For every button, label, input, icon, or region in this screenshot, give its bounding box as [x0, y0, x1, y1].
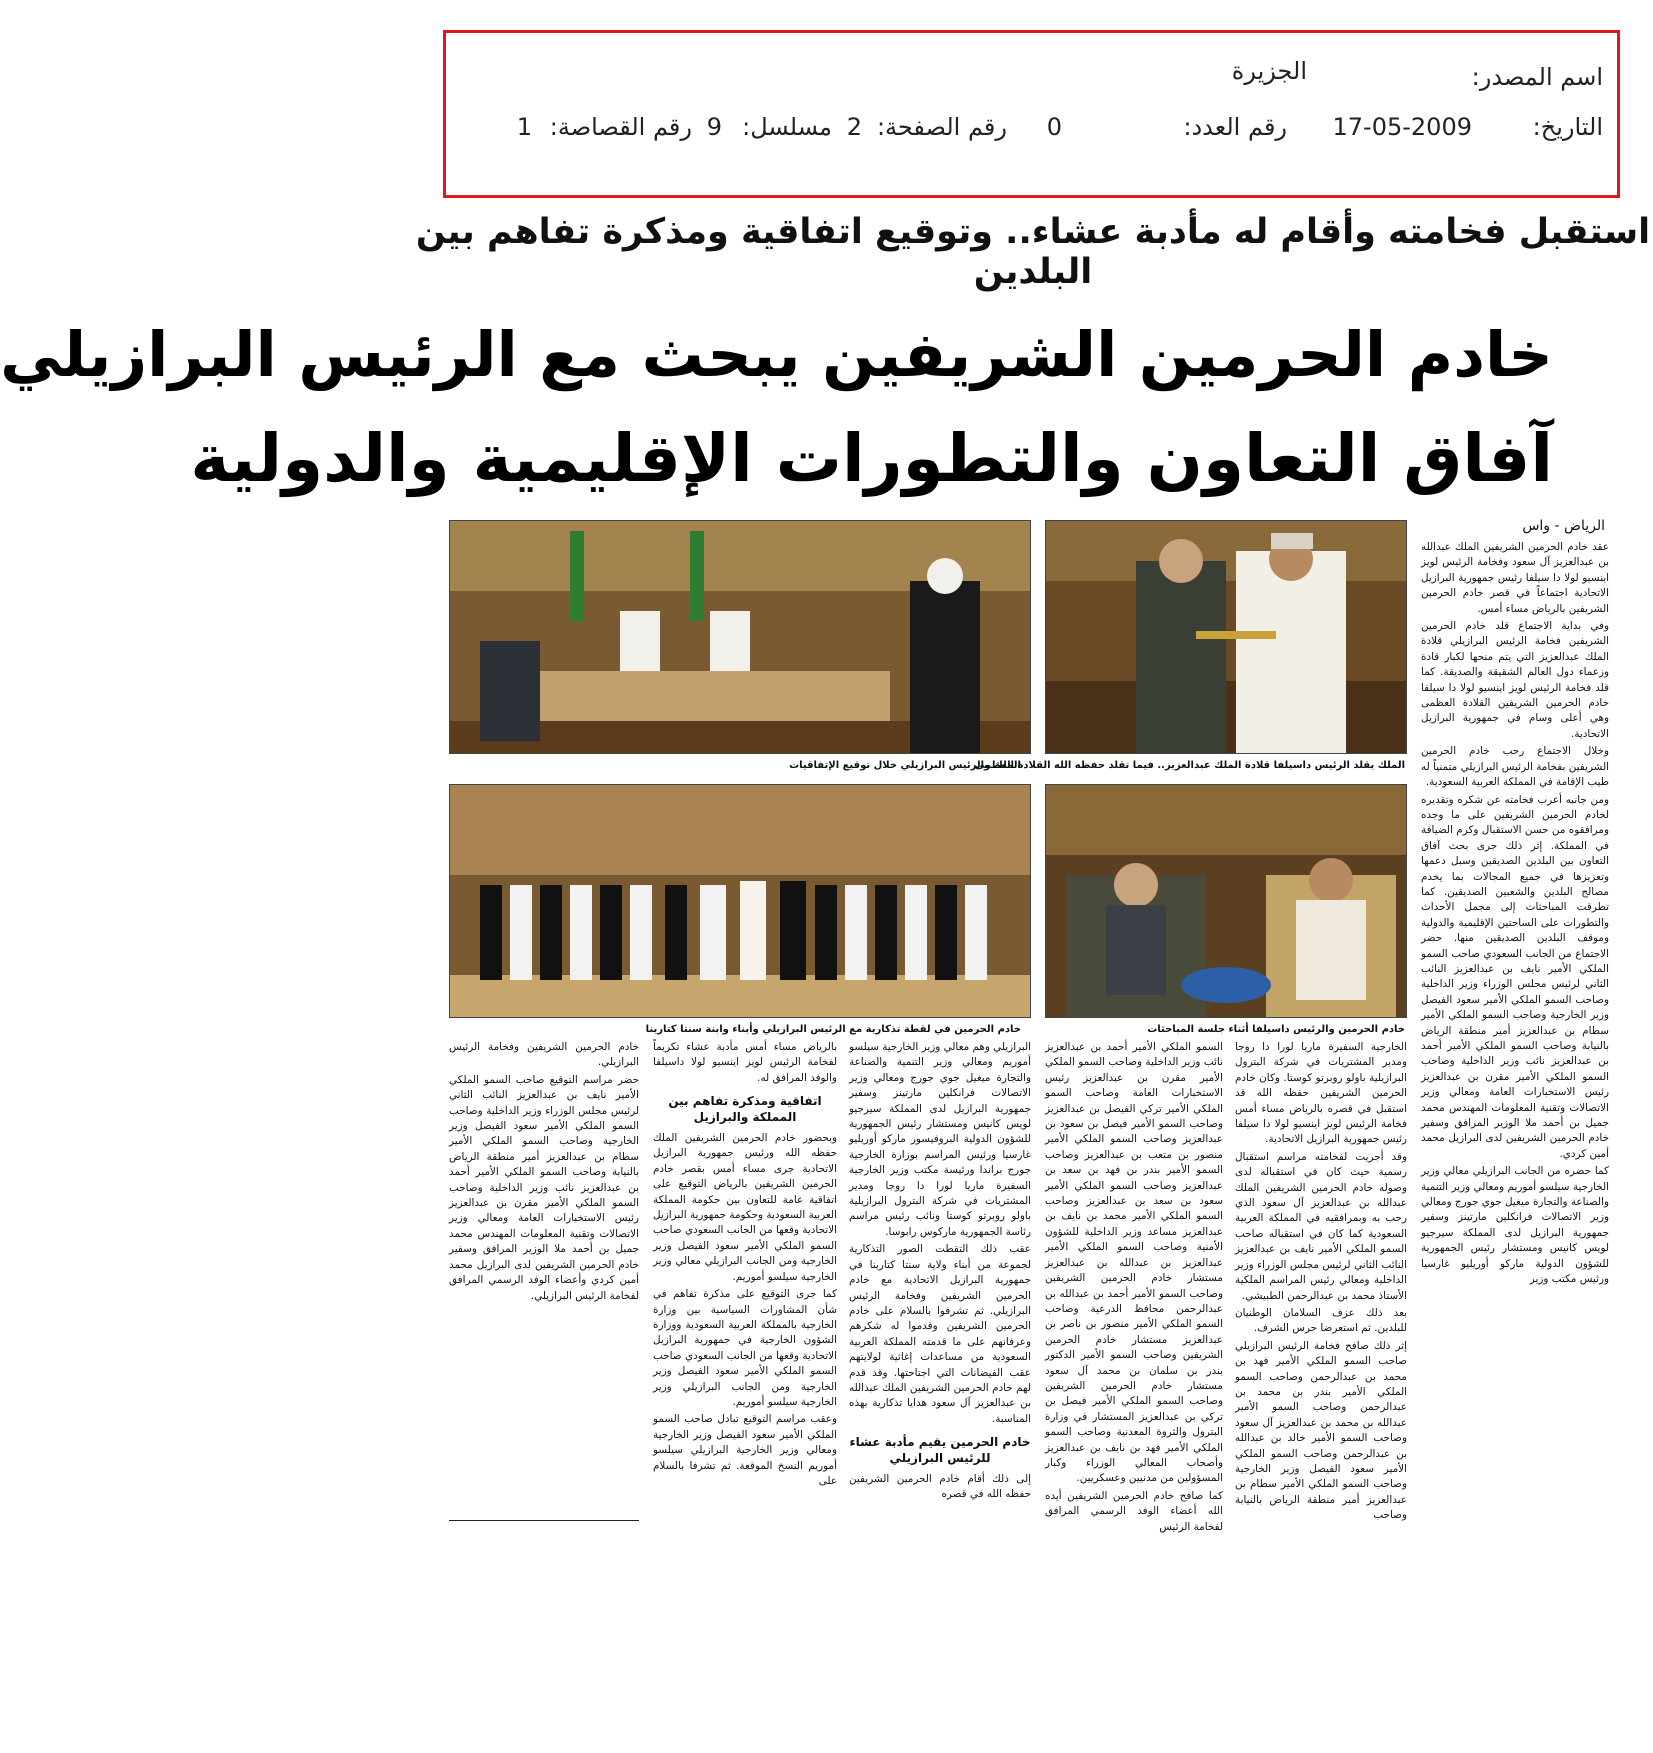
- column-4-paragraph-1: البرازيلي وهم معالي وزير الخارجية سيلسو أموريم ومعالي وزير التنمية والصناعة والتجارة ميغيل جوي جورج ومعالي وزير الاتصالات فرانكلين مارتينز وسفير جمهورية البرازيل لدى المملكة سيرجيو لويس كانيس ومستشار رئيس الجمهورية للشؤون الدولية البروفيسور ماركو أوريليو غارسيا ورئيس المراسم بوزارة الخارجية جورج براندا ورئيسة مكتب وزير الخارجية السفيرة ماريا لورا دا روجا ومدير المشتريات في شركة البترول البرازيلية باولو روبرتو كوستا ونائب رئيس مراسم رئاسة الجمهورية ماركوس رابوسا.: [849, 1041, 1031, 1238]
- column-6-paragraph-2: حضر مراسم التوقيع صاحب السمو الملكي الأمير نايف بن عبدالعزيز النائب الثاني لرئيس مجلس الوزراء وزير الداخلية وصاحب السمو الملكي الأمير سعود الفيصل وزير الخارجية وصاحب السمو الملكي الأمير سطام بن عبدالعزيز أمير منطقة الرياض بالنيابة وصاحب السمو الملكي الأمير أحمد بن عبدالعزيز نائب وزير الداخلية وصاحب السمو الملكي الأمير مقرن بن عبدالعزيز رئيس الاستخبارات العامة ومعالي وزير الاتصالات وتقنية المعلومات المهندس محمد جميل بن أحمد ملا الوزير المرافق وسفير خادم الحرمين الشريفين لدى البرازيل محمد أمين كردي وأعضاء الوفد الرسمي المرافق لفخامة الرئيس البرازيلي.: [449, 1073, 639, 1302]
- column-1-paragraph-5: كما حضره من الجانب البرازيلي معالي وزير الخارجية سيلسو أموريم ومعالي وزير التنمية والصناعة والتجارة ميغيل جوي جورج ومعالي وزير الاتصالات فرانكلين مارتينز وسفير جمهورية البرازيل لدى المملكة سيرجيو لويس كانيس ومستشار رئيس الجمهورية للشؤون الدولية ماركو أوريليو غارسيا ورئيس مكتب وزير: [1421, 1165, 1609, 1286]
- photo-medal-ceremony: [1045, 520, 1407, 754]
- clip-value: 1: [516, 113, 532, 141]
- clip-label: رقم القصاصة:: [549, 113, 692, 141]
- headline-line-2: آفاق التعاون والتطورات الإقليمية والدولية: [190, 420, 1553, 497]
- caption-group-commemorative: خادم الحرمين في لقطة تذكارية مع الرئيس البرازيلي وأبناء وابنة سنتا كتارينا: [645, 1024, 1021, 1035]
- source-value: الجزيرة: [1231, 57, 1307, 85]
- column-3-paragraph-1: السمو الملكي الأمير أحمد بن عبدالعزيز نائب وزير الداخلية وصاحب السمو الملكي الأمير مقرن بن عبدالعزيز رئيس الاستخبارات العامة وصاحب السمو الملكي الأمير تركي الفيصل بن عبدالعزيز وصاحب السمو الأمير فيصل بن سعود بن عبدالعزيز وصاحب السمو الملكي الأمير منصور بن متعب بن عبدالعزيز وصاحب السمو الأمير بندر بن فهد بن سعد بن عبدالعزيز وصاحب السمو الملكي الأمير سعود بن سعد بن عبدالعزيز وصاحب السمو الملكي الأمير محمد بن نايف بن عبدالعزيز مساعد وزير الداخلية للشؤون الأمنية وصاحب السمو الملكي الأمير عبدالعزيز بن عبدالله بن عبدالعزيز مستشار خادم الحرمين الشريفين وصاحب السمو الأمير أحمد بن عبدالله بن عبدالرحمن محافظ الدرعية وصاحب السمو الملكي الأمير منصور بن ناصر بن عبدالعزيز مستشار خادم الحرمين الشريفين وصاحب السمو الأمير الدكتور بندر بن سلمان بن محمد آل سعود مستشار خادم الحرمين الشريفين وصاحب السمو الملكي الأمير فيصل بن تركي بن عبدالعزيز المستشار في وزارة البترول والثروة المعدنية وصاحب السمو الملكي الأمير فهد بن نايف بن عبدالعزيز وأصحاب المعالي الوزراء وكبار المسؤولين من مدنيين وعسكريين.: [1045, 1041, 1223, 1485]
- column-2-paragraph-3: بعد ذلك عزف السلامان الوطنيان للبلدين. ثم استعرضا حرس الشرف.: [1235, 1306, 1407, 1335]
- kicker-headline: استقبل فخامته وأقام له مأدبة عشاء.. وتوقيع اتفاقية ومذكرة تفاهم بين البلدين: [415, 212, 1651, 292]
- date-value: 17-05-2009: [1332, 113, 1472, 141]
- page-value: 2: [846, 113, 862, 141]
- column-1-paragraph-2: وفي بداية الاجتماع قلد خادم الحرمين الشريفين فخامة الرئيس البرازيلي قلادة الملك عبدالعزيز التي يتم منحها لكبار قادة وزعماء دول العالم الشقيقة والصديقة. كما قلد فخامة الرئيس لويز اينسيو لولا دا سيلفا خادم الحرمين الشريفين القلادة العظمى وهي أعلى وسام في جمهورية البرازيل الاتحادية.: [1421, 620, 1609, 740]
- article-column-5: [653, 1040, 837, 1745]
- source-label: اسم المصدر:: [1471, 63, 1603, 91]
- column-4-subheading: خادم الحرمين يقيم مأدبة عشاء للرئيس البرازيلي: [849, 1435, 1031, 1465]
- page-label: رقم الصفحة:: [876, 113, 1007, 141]
- serial-value: 9: [706, 113, 722, 141]
- column-5-subheading: اتفاقية ومذكرة تفاهم بين المملكة والبرازيل: [668, 1094, 822, 1124]
- article-end-rule: [449, 1520, 639, 1521]
- caption-signing: الملك والرئيس البرازيلي خلال توقيع الإتفاقيات: [789, 760, 1021, 771]
- column-5-paragraph-2: وبحضور خادم الحرمين الشريفين الملك حفظه الله ورئيس جمهورية البرازيل الاتحادية جرى مساء أمس بقصر خادم الحرمين الشريفين بالرياض التوقيع على اتفاقية عامة للتعاون بين حكومة المملكة العربية السعودية وحكومة جمهورية البرازيل الاتحادية وقعها من الجانب السعودي صاحب السمو الملكي الأمير سعود الفيصل وزير الخارجية ومن الجانب البرازيلي معالي وزير الخارجية سيلسو أموريم.: [653, 1132, 837, 1283]
- column-1-paragraph-1: عقد خادم الحرمين الشريفين الملك عبدالله بن عبدالعزيز آل سعود وفخامة الرئيس لويز اينسيو لولا دا سيلفا رئيس جمهورية البرازيل الاتحادية اجتماعاً في قصر خادم الحرمين الشريفين بالرياض مساء أمس.: [1421, 541, 1609, 615]
- caption-talks-session: خادم الحرمين والرئيس داسيلفا أثناء جلسة المباحثات: [1147, 1024, 1405, 1035]
- column-4-paragraph-3: إلى ذلك أقام خادم الحرمين الشريفين حفظه الله في قصره: [849, 1472, 1031, 1501]
- caption-medal-ceremony: الملك يقلد الرئيس داسيلفا قلادة الملك عبدالعزيز.. فيما تقلد حفظه الله القلادة العظمى: [974, 760, 1405, 771]
- column-6-paragraph-1: خادم الحرمين الشريفين وفخامة الرئيس البرازيلي.: [449, 1041, 639, 1069]
- column-2-paragraph-4: إثر ذلك صافح فخامة الرئيس البرازيلي صاحب السمو الملكي الأمير فهد بن محمد بن عبدالرحمن وصاحب السمو الملكي الأمير بندر بن محمد بن عبدالرحمن وصاحب السمو الأمير عبدالله بن محمد بن عبدالعزيز آل سعود وصاحب السمو الأمير خالد بن عبدالله بن عبدالرحمن وصاحب السمو الملكي الأمير سعود الفيصل وزير الخارجية وصاحب السمو الملكي الأمير سطام بن عبدالعزيز أمير منطقة الرياض بالنيابة وصاحب: [1235, 1339, 1407, 1522]
- photo-signing: [449, 520, 1031, 754]
- issue-value: 0: [1046, 113, 1062, 141]
- article-column-4: [849, 1040, 1031, 1745]
- photo-talks-session: [1045, 784, 1407, 1018]
- clipping-metadata-box: [443, 30, 1620, 198]
- article-column-6: [449, 1040, 639, 1510]
- column-2-paragraph-2: وقد أجريت لفخامته مراسم استقبال رسمية حيث كان في استقباله لدى وصوله خادم الحرمين الشريفين الملك عبدالله بن عبدالعزيز آل سعود الذي رحب به وبمرافقيه في المملكة العربية السعودية كما كان في استقباله صاحب السمو الملكي الأمير نايف بن عبدالعزيز النائب الثاني لرئيس مجلس الوزراء وزير الداخلية ومعالي رئيس المراسم الملكية الأستاذ محمد بن عبدالرحمن الطبيشي.: [1235, 1150, 1407, 1302]
- dateline: الرياض - واس: [1522, 518, 1605, 534]
- article-column-2: [1235, 1040, 1407, 1745]
- column-1-paragraph-4: ومن جانبه أعرب فخامته عن شكره وتقديره لخادم الحرمين الشريفين على ما وجده ومرافقوه من حسن الاستقبال وكرم الضيافة في المملكة. إثر ذلك جرى بحث آفاق التعاون بين البلدين الصديقين وسبل دعمها وتعزيزها في جميع المجالات بما يخدم مصالح البلدين والشعبين الصديقين. كما تطرقت المباحثات إلى مجمل الأحداث والتطورات على الساحتين الإقليمية والدولية وموقف البلدين الصديقين منها. حضر الاجتماع من الجانب السعودي صاحب السمو الملكي الأمير نايف بن عبدالعزيز النائب الثاني لرئيس مجلس الوزراء وزير الداخلية وصاحب السمو الملكي الأمير سعود الفيصل وزير الخارجية وصاحب السمو الملكي الأمير سطام بن عبدالعزيز أمير منطقة الرياض بالنيابة وصاحب السمو الملكي الأمير أحمد بن عبدالعزيز نائب وزير الداخلية وصاحب السمو الملكي الأمير مقرن بن عبدالعزيز رئيس الاستخبارات العامة ومعالي وزير الاتصالات وتقنية المعلومات المهندس محمد جميل بن أحمد ملا الوزير المرافق وسفير خادم الحرمين الشريفين لدى البرازيل محمد أمين كردي.: [1421, 793, 1609, 1160]
- date-label: التاريخ:: [1532, 113, 1603, 141]
- issue-label: رقم العدد:: [1183, 113, 1287, 141]
- column-5-paragraph-3: كما جرى التوقيع على مذكرة تفاهم في شأن المشاورات السياسية بين وزارة الخارجية بالمملكة العربية السعودية ووزارة الشؤون الخارجية في جمهورية البرازيل الاتحادية وقعها من الجانب السعودي صاحب السمو الملكي الأمير سعود الفيصل وزير الخارجية ومن الجانب البرازيلي وزير الخارجية سيلسو أموريم.: [653, 1288, 837, 1408]
- headline-line-1: خادم الحرمين الشريفين يبحث مع الرئيس البرازيلي: [0, 318, 1553, 391]
- article-column-1: [1421, 540, 1609, 1745]
- column-5-paragraph-4: وعقب مراسم التوقيع تبادل صاحب السمو الملكي الأمير سعود الفيصل وزير الخارجية ومعالي وزير الخارجية البرازيلي سيلسو أموريم النسخ الموقعة. ثم تشرفا بالسلام على: [653, 1413, 837, 1487]
- article-column-3: [1045, 1040, 1223, 1745]
- column-5-paragraph-1: بالرياض مساء أمس مأدبة عشاء تكريماً لفخامة الرئيس لويز اينسيو لولا داسيلفا والوفد المرافق له.: [653, 1041, 837, 1084]
- column-2-paragraph-1: الخارجية السفيرة ماريا لورا دا روجا ومدير المشتريات في شركة البترول البرازيلية باولو روبرتو كوستا. وكان خادم الحرمين الشريفين حفظه الله قد استقبل في قصره بالرياض مساء أمس فخامة الرئيس لويز اينسيو لولا دا سيلفا رئيس جمهورية البرازيل الاتحادية.: [1235, 1041, 1407, 1146]
- photo-group-commemorative: [449, 784, 1031, 1018]
- column-1-paragraph-3: وخلال الاجتماع رحب خادم الحرمين الشريفين بفخامة الرئيس البرازيلي متمنياً له طيب الإقامة في المملكة العربية السعودية.: [1421, 745, 1609, 789]
- serial-label: مسلسل:: [742, 113, 832, 141]
- column-3-paragraph-2: كما صافح خادم الحرمين الشريفين أيده الله أعضاء الوفد الرسمي المرافق لفخامة الرئيس: [1045, 1489, 1223, 1533]
- column-4-paragraph-2: عقب ذلك التقطت الصور التذكارية لجموعة من أبناء ولاية سنتا كتارينا في جمهورية البرازيل الاتحادية مع خادم الحرمين الشريفين وفخامة الرئيس البرازيلي. ثم تشرفوا بالسلام على خادم الحرمين الشريفين وقدموا له شكرهم وعرفانهم على ما قدمته المملكة العربية السعودية من مساعدات إغاثية لولايتهم عقب الفيضانات التي اجتاحتها. وقد قدم لهم خادم الحرمين الشريفين الملك عبدالله بن عبدالعزيز آل سعود هدايا تذكارية بهذه المناسبة.: [849, 1243, 1031, 1425]
